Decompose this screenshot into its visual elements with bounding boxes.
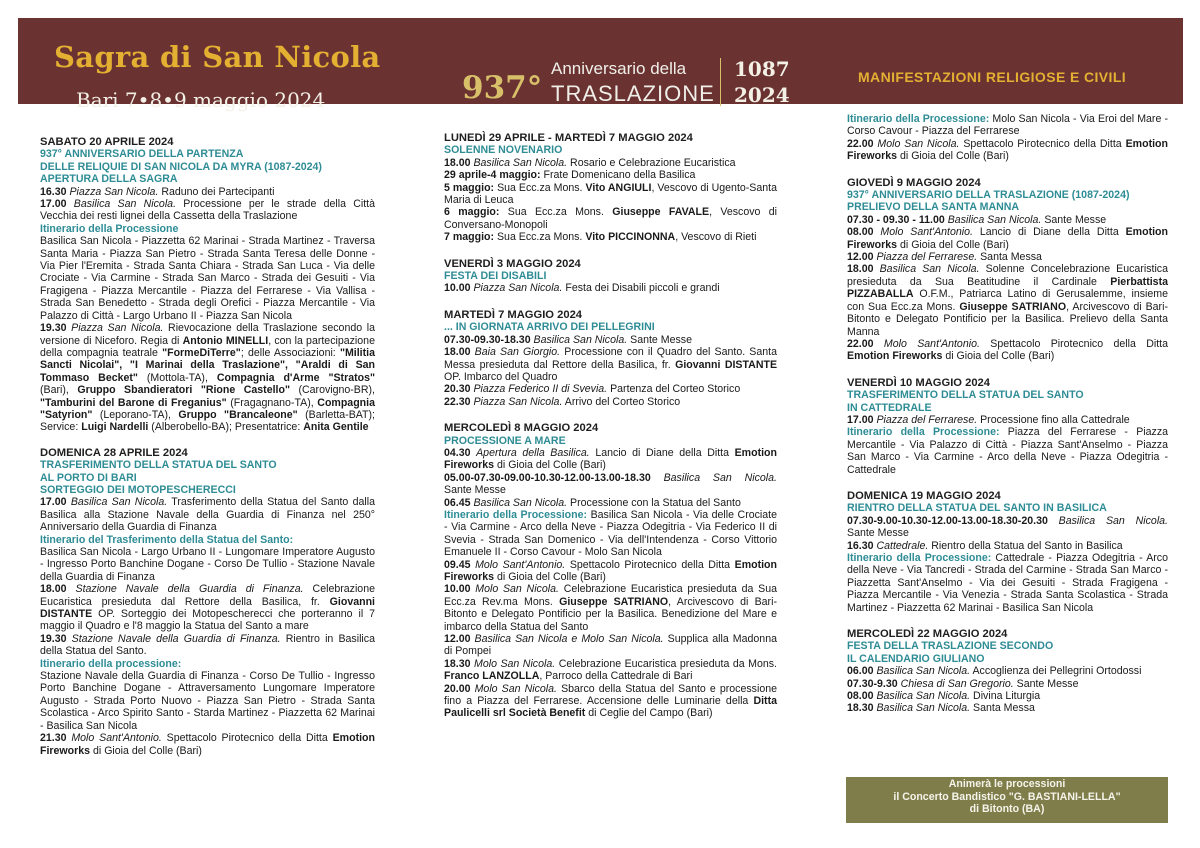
subheading: RIENTRO DELLA STATUA DEL SANTO IN BASILICA bbox=[847, 502, 1107, 515]
festival-title: Sagra di San Nicola bbox=[54, 40, 381, 74]
itinerary-label: Itinerario della Processione bbox=[40, 222, 179, 235]
column-2 bbox=[444, 132, 777, 720]
subheading: APERTURA DELLA SAGRA bbox=[40, 173, 178, 186]
anniversary-number: 937° bbox=[462, 70, 543, 106]
subheading: AL PORTO DI BARI bbox=[40, 471, 137, 484]
subheading: TRASFERIMENTO DELLA STATUA DEL SANTO bbox=[847, 389, 1084, 402]
year-divider bbox=[720, 58, 721, 106]
subheading: FESTA DELLA TRASLAZIONE SECONDO bbox=[847, 640, 1054, 653]
event-item: 5 maggio: Sua Ecc.za Mons. Vito ANGIULI, Vescovo di Ugento-Santa Maria di Leuca bbox=[444, 181, 777, 207]
year-start: 1087 bbox=[734, 57, 790, 81]
subheading: IN CATTEDRALE bbox=[847, 401, 932, 414]
day-heading: LUNEDÌ 29 APRILE - MARTEDÌ 7 MAGGIO 2024 bbox=[444, 132, 693, 144]
itinerary-text: Basilica San Nicola - Piazzetta 62 Marinai - Strada Martinez - Traversa Santa Maria - Piazza San Pietro - Strada Santa Teresa delle Donne - Via Pier l'Eremita - Strada Santa Chiara - Strada San Luca - Via delle Crociate - Via Carmine - Strada San Marco - Strada dei Gesuiti - Via Fragigena - Piazza Mercantile - Piazza del Ferrarese - Via Vallisa - Strada San Benedetto - Strada degli Orefici - Piazza Mercantile - Via Palazzo di Città - Largo Urbano II - Piazza San Nicola bbox=[40, 235, 375, 322]
subheading: PRELIEVO DELLA SANTA MANNA bbox=[847, 201, 1020, 214]
event-item: 07.30 - 09.30 - 11.00 Basilica San Nicola. Sante Messe bbox=[847, 213, 1107, 226]
subheading: TRASFERIMENTO DELLA STATUA DEL SANTO bbox=[40, 459, 277, 472]
subheading: 937° ANNIVERSARIO DELLA TRASLAZIONE (1087-2024) bbox=[847, 189, 1130, 202]
itinerary-label: Itinerario del Trasferimento della Statua del Santo: bbox=[40, 533, 294, 546]
day-heading: MARTEDÌ 7 MAGGIO 2024 bbox=[444, 308, 583, 321]
column-1 bbox=[40, 136, 375, 757]
event-item: 07.30-9.30 Chiesa di San Gregorio. Sante Messe bbox=[847, 677, 1079, 690]
event-item: 18.30 Basilica San Nicola. Santa Messa bbox=[847, 702, 1035, 715]
day-heading: DOMENICA 28 APRILE 2024 bbox=[40, 446, 188, 459]
event-item: 06.00 Basilica San Nicola. Accoglienza dei Pellegrini Ortodossi bbox=[847, 665, 1142, 678]
event-item: 20.00 Molo San Nicola. Sbarco della Statua del Santo e processione fino a Piazza del Ferrarese. Accensione delle Luminarie della Ditta Paulicelli srl Società Benefit di Ceglie del Campo (Bari) bbox=[444, 682, 777, 720]
event-item: 19.30 Stazione Navale della Guardia di Finanza. Rientro in Basilica della Statua del Santo. bbox=[40, 632, 375, 658]
festival-dates: Bari 7•8•9 maggio 2024 bbox=[76, 88, 326, 112]
section-title: MANIFESTAZIONI RELIGIOSE E CIVILI bbox=[858, 69, 1127, 85]
subheading: PROCESSIONE A MARE bbox=[444, 434, 566, 447]
event-item: 17.00 Piazza del Ferrarese. Processione fino alla Cattedrale bbox=[847, 413, 1130, 426]
event-item: 21.30 Molo Sant'Antonio. Spettacolo Pirotecnico della Ditta Emotion Fireworks di Gioia del Colle (Bari) bbox=[40, 732, 375, 757]
itinerary-label: Itinerario della processione: bbox=[40, 657, 182, 670]
event-item: 09.45 Molo Sant'Antonio. Spettacolo Pirotecnico della Ditta Emotion Fireworks di Gioia del Colle (Bari) bbox=[444, 558, 777, 583]
event-item: 08.00 Basilica San Nicola. Divina Liturgia bbox=[847, 690, 1041, 703]
subheading: DELLE RELIQUIE DI SAN NICOLA DA MYRA (1087-2024) bbox=[40, 160, 322, 173]
subheading: FESTA DEI DISABILI bbox=[444, 270, 547, 283]
event-item: 22.00 Molo Sant'Antonio. Spettacolo Pirotecnico della Ditta Emotion Fireworks di Gioia del Colle (Bari) bbox=[847, 337, 1169, 363]
event-item: 29 aprile-4 maggio: Frate Domenicano della Basilica bbox=[444, 169, 696, 182]
subheading: IL CALENDARIO GIULIANO bbox=[847, 652, 985, 665]
day-heading: MERCOLEDÌ 22 MAGGIO 2024 bbox=[847, 628, 1008, 641]
event-item: 08.00 Molo Sant'Antonio. Lancio di Diane della Ditta Emotion Fireworks di Gioia del Colle (Bari) bbox=[847, 226, 1168, 251]
year-end: 2024 bbox=[734, 83, 790, 107]
day-heading: SABATO 20 APRILE 2024 bbox=[40, 136, 174, 148]
event-item: 10.00 Piazza San Nicola. Festa dei Disabili piccoli e grandi bbox=[444, 282, 720, 295]
day-heading: VENERDÌ 10 MAGGIO 2024 bbox=[847, 376, 991, 389]
event-item: 17.00 Basilica San Nicola. Trasferimento della Statua del Santo dalla Basilica alla Stazione Navale della Guardia di Finanza nel 250° Anniversario della Guardia di Finanza bbox=[40, 496, 375, 534]
event-item: 06.45 Basilica San Nicola. Processione con la Statua del Santo bbox=[444, 496, 741, 509]
day-heading: VENERDÌ 3 MAGGIO 2024 bbox=[444, 257, 581, 270]
event-item: 07.30-9.00-10.30-12.00-13.00-18.30-20.30 Basilica San Nicola. Sante Messe bbox=[847, 514, 1169, 540]
subheading: ... IN GIORNATA ARRIVO DEI PELLEGRINI bbox=[444, 321, 655, 334]
itinerary-text: Stazione Navale della Guardia di Finanza - Corso De Tullio - Ingresso Porto Banchine Dogane - Attraversamento Lungomare Imperatore Augusto - Strada Porto Nuovo - Piazza San Pietro - Strada Santa Scolastica - Arco Spirito Santo - Starda Martinez - Piazzetta 62 Marinai - Basilica San Nicola bbox=[40, 670, 375, 732]
event-item: 7 maggio: Sua Ecc.za Mons. Vito PICCINONNA, Vescovo di Rieti bbox=[444, 231, 757, 244]
event-item: 6 maggio: Sua Ecc.za Mons. Giuseppe FAVALE, Vescovo di Conversano-Monopoli bbox=[444, 206, 777, 231]
event-item: 18.00 Basilica San Nicola. Solenne Concelebrazione Eucaristica presieduta da Sua Beatitudine il Cardinale Pierbattista PIZZABALLA O.F.M., Patriarca Latino di Gerusalemme, insieme con Sua Ecc.za Mons. Giuseppe SATRIANO, Arcivescovo di Bari-Bitonto e Delegato Pontificio per la Basilica. Prelievo della Santa Manna bbox=[847, 263, 1169, 338]
event-item: 05.00-07.30-09.00-10.30-12.00-13.00-18.30 Basilica San Nicola. Sante Messe bbox=[444, 471, 777, 497]
event-item: 20.30 Piazza Federico II di Svevia. Partenza del Corteo Storico bbox=[444, 383, 741, 396]
event-item: 18.00 Stazione Navale della Guardia di Finanza. Celebrazione Eucaristica presieduta dal Rettore della Basilica, fr. Giovanni DISTANTE OP. Sorteggio dei Motopescherecci che porteranno il 7 maggio il Quadro e l'8 maggio la Statua del Santo a mare bbox=[40, 583, 375, 633]
event-item: Itinerario della Processione: Molo San Nicola - Via Eroi del Mare - Corso Cavour - Piazza del Ferrarese bbox=[847, 113, 1168, 138]
subheading: 937° ANNIVERSARIO DELLA PARTENZA bbox=[40, 148, 244, 161]
event-item: 16.30 Cattedrale. Rientro della Statua del Santo in Basilica bbox=[847, 539, 1123, 552]
event-item: 19.30 Piazza San Nicola. Rievocazione della Traslazione secondo la versione di Niceforo. Regia di Antonio MINELLI, con la partecipazione della compagnia teatrale "FormeDiTerre"; delle Associazioni: "Militia Sancti Nicolai", "I Marinai della Traslazione", "Araldi di San Tommaso Becket" (Mottola-TA), Compagnia d'Arme "Stratos" (Bari), Gruppo Sbandieratori "Rione Castello" (Carovigno-BR), "Tamburini del Barone di Freganius" (Fragagnano-TA), Compagnia "Satyrion" (Leporano-TA), Gruppo "Brancaleone" (Barletta-BAT); Service: Luigi Nardelli (Alberobello-BA); Presentatrice: Anita Gentile bbox=[40, 322, 376, 434]
event-item: 17.00 Basilica San Nicola. Processione per le strade della Città Vecchia dei resti lignei della Cassetta della Traslazione bbox=[40, 198, 376, 223]
event-item: Itinerario della Processione: Piazza del Ferrarese - Piazza Mercantile - Via Palazzo di Città - Piazza Sant'Anselmo - Piazza San Marco - Via Carmine - Arco della Neve - Piazza Odegitria - Cattedrale bbox=[847, 426, 1169, 476]
note-line: Animerà le processioni bbox=[948, 778, 1066, 790]
event-item: 10.00 Molo San Nicola. Celebrazione Eucaristica presieduta da Sua Ecc.za Rev.ma Mons. Giuseppe SATRIANO, Arcivescovo di Bari-Bitonto e Delegato Pontificio per la Basilica. Benedizione del Mare e imbarco della Statua del Santo bbox=[444, 583, 777, 633]
event-item: 12.00 Basilica San Nicola e Molo San Nicola. Supplica alla Madonna di Pompei bbox=[444, 633, 777, 658]
note-line: il Concerto Bandistico "G. BASTIANI-LELLA" bbox=[893, 790, 1121, 803]
event-item: 22.00 Molo San Nicola. Spettacolo Pirotecnico della Ditta Emotion Fireworks di Gioia del Colle (Bari) bbox=[847, 137, 1168, 163]
day-heading: DOMENICA 19 MAGGIO 2024 bbox=[847, 489, 1001, 502]
day-heading: GIOVEDÌ 9 MAGGIO 2024 bbox=[847, 176, 981, 189]
translation-label: TRASLAZIONE bbox=[551, 81, 715, 106]
day-heading: MERCOLEDÌ 8 MAGGIO 2024 bbox=[444, 422, 599, 435]
itinerary-text: Basilica San Nicola - Largo Urbano II - Lungomare Imperatore Augusto - Ingresso Porto Banchine Dogane - Corso De Tullio - Stazione Navale della Guardia di Finanza bbox=[40, 546, 375, 583]
anniversary-label: Anniversario della bbox=[551, 59, 687, 78]
event-item: 16.30 Piazza San Nicola. Raduno dei Partecipanti bbox=[40, 185, 275, 198]
note-line: di Bitonto (BA) bbox=[969, 803, 1045, 816]
event-item: 04.30 Apertura della Basilica. Lancio di Diane della Ditta Emotion Fireworks di Gioia del Colle (Bari) bbox=[444, 446, 777, 472]
header-banner bbox=[18, 18, 1183, 112]
event-item: Itinerario della Processione: Cattedrale - Piazza Odegitria - Arco della Neve - Via Tancredi - Strada del Carmine - Strada San Marco - Piazzetta Sant'Anselmo - Via dei Gesuiti - Strada Fragigena - Piazza Mercantile - Via Venezia - Strada Santa Scolastica - Strada Martinez - Piazzetta 62 Marinai - Basilica San Nicola bbox=[847, 552, 1168, 614]
event-item: 22.30 Piazza San Nicola. Arrivo del Corteo Storico bbox=[444, 395, 681, 408]
event-item: 07.30-09.30-18.30 Basilica San Nicola. Sante Messe bbox=[444, 333, 692, 346]
subheading: SORTEGGIO DEI MOTOPESCHERECCI bbox=[40, 483, 236, 496]
subheading: SOLENNE NOVENARIO bbox=[444, 144, 563, 157]
event-item: 18.00 Basilica San Nicola. Rosario e Celebrazione Eucaristica bbox=[444, 156, 736, 169]
event-item: Itinerario della Processione: Basilica San Nicola - Via delle Crociate - Via Carmine - Arco della Neve - Piazza Odegitria - Via Federico II di Svevia - Strada San Domenico - Via dell'Intendenza - Corso Vittorio Emanuele II - Corso Cavour - Molo San Nicola bbox=[444, 508, 778, 559]
event-item: 18.30 Molo San Nicola. Celebrazione Eucaristica presieduta da Mons. Franco LANZOLLA, Parroco della Cattedrale di Bari bbox=[444, 657, 777, 683]
event-item: 18.00 Baia San Giorgio. Processione con il Quadro del Santo. Santa Messa presieduta dal Rettore della Basilica, fr. Giovanni DISTANTE OP. Imbarco del Quadro bbox=[444, 346, 778, 383]
column-3 bbox=[847, 113, 1168, 715]
band-note-box bbox=[846, 777, 1168, 823]
event-item: 12.00 Piazza del Ferrarese. Santa Messa bbox=[847, 251, 1042, 264]
